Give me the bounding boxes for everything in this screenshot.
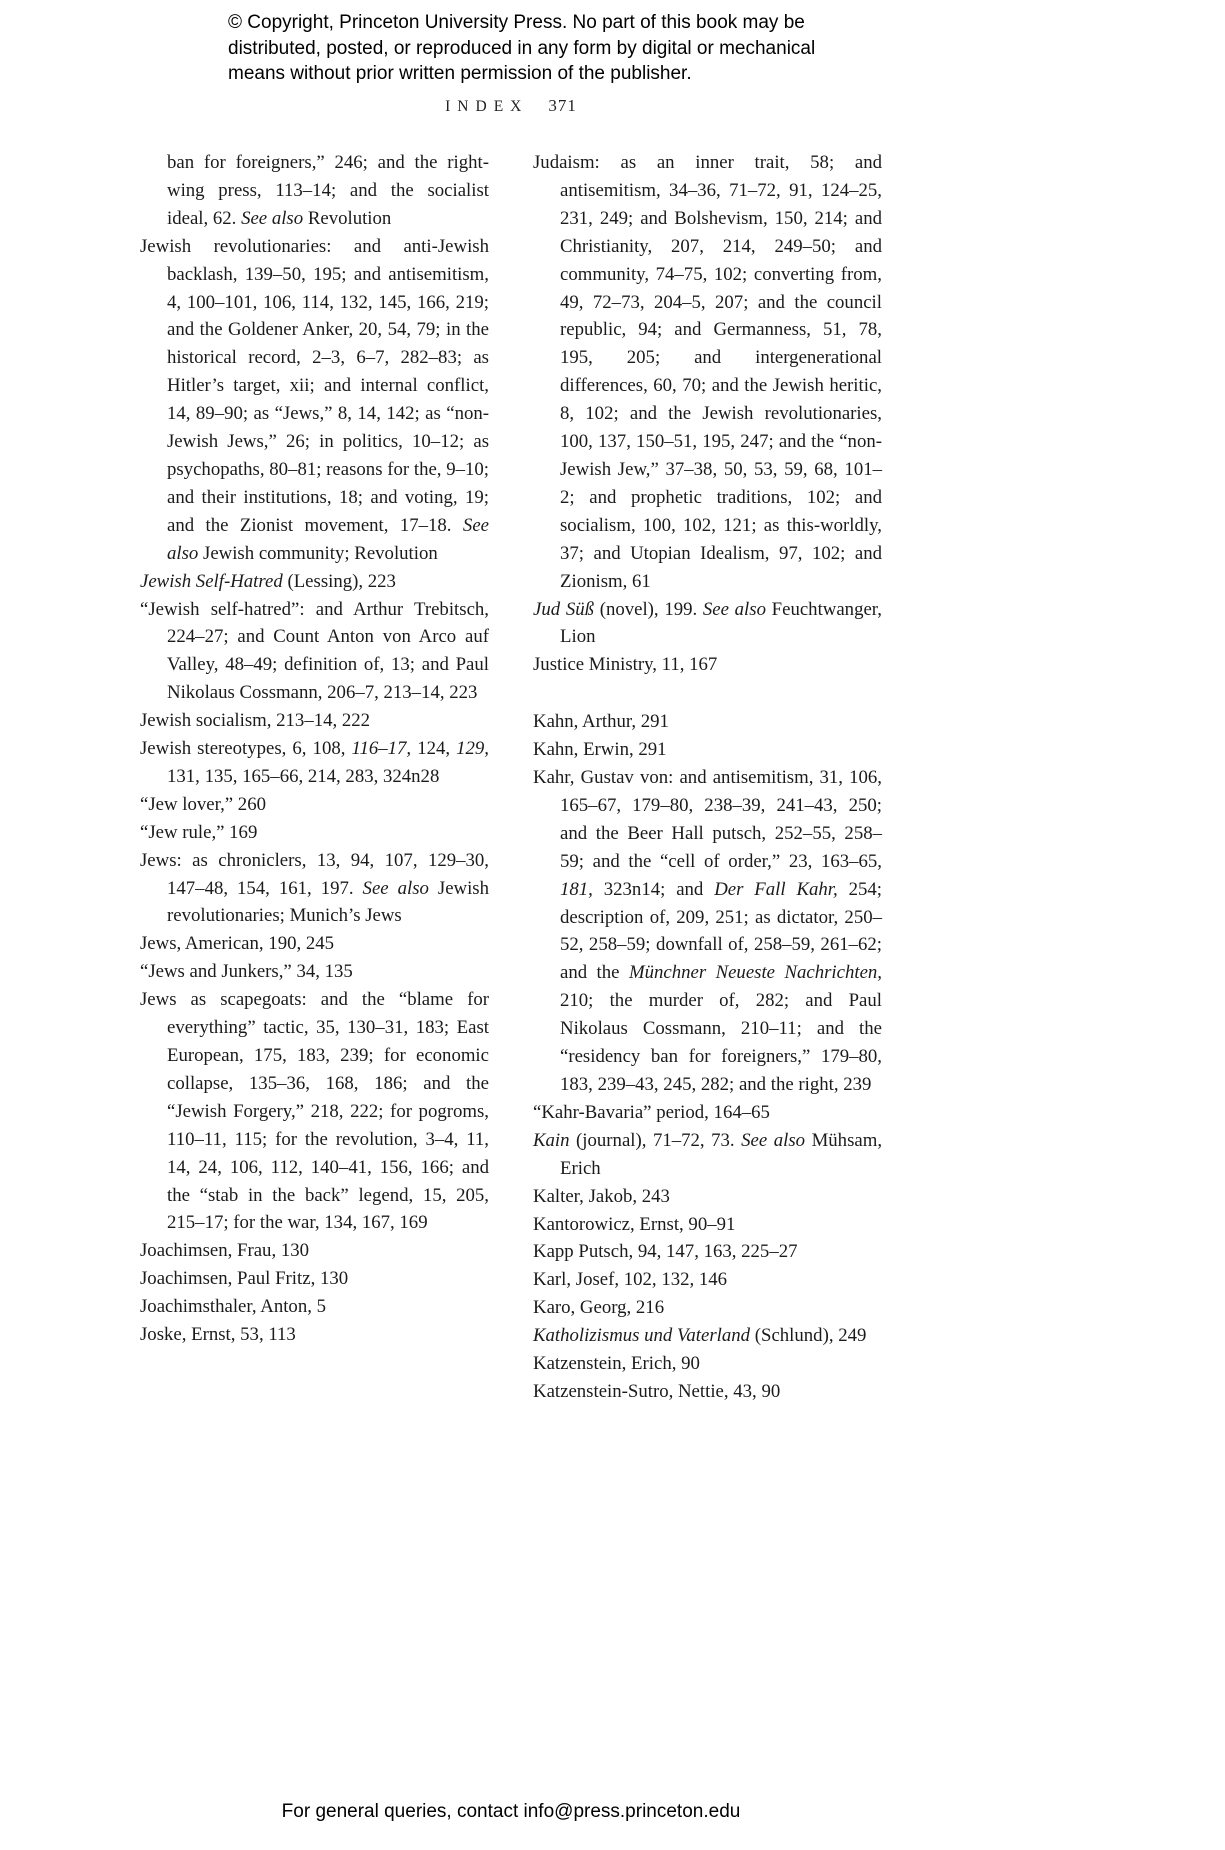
index-entry: Kahr, Gustav von: and antisemitism, 31, 106, 165–67, 179–80, 238–39, 241–43, 250; and the Beer Hall putsch, 252–55, 258–59; and the “cell of order,” 23, 163–65, 181, 323n14; and Der Fall Kahr, 254; description of, 209, 251; as dictator, 250–52, 258–59; downfall of, 258–59, 261–62; and the Münchner Neueste Nachrichten, 210; the murder of, 282; and Paul Nikolaus Cossmann, 210–11; and the “residency ban for foreigners,” 179–80, 183, 239–43, 245, 282; and the right, 239	[533, 767, 882, 1095]
index-entry: Joske, Ernst, 53, 113	[140, 1324, 296, 1346]
index-entry: Joachimsthaler, Anton, 5	[140, 1296, 326, 1318]
index-entry: Kantorowicz, Ernst, 90–91	[533, 1213, 736, 1235]
index-entry: Jews, American, 190, 245	[140, 933, 335, 955]
index-entry: “Jew lover,” 260	[140, 793, 266, 815]
index-entry: Karo, Georg, 216	[533, 1297, 665, 1319]
index-entry: Judaism: as an inner trait, 58; and antisemitism, 34–36, 71–72, 91, 124–25, 231, 249; and Bolshevism, 150, 214; and Christianity, 207, 214, 249–50; and community, 74–75, 102; converting from, 49, 72–73, 204–5, 207; and the council republic, 94; and Germanness, 51, 78, 195, 205; and intergenerational differences, 60, 70; and the Jewish heritic, 8, 102; and the Jewish revolutionaries, 100, 137, 150–51, 195, 247; and the “non-Jewish Jew,” 37–38, 50, 53, 59, 68, 101–2; and prophetic traditions, 102; and socialism, 100, 102, 121; as this-worldly, 37; and Utopian Idealism, 97, 102; and Zionism, 61	[533, 152, 882, 592]
index-entry: “Jews and Junkers,” 34, 135	[140, 961, 353, 983]
index-entry: Jewish stereotypes, 6, 108, 116–17, 124, 129, 131, 135, 165–66, 214, 283, 324n28	[140, 738, 489, 787]
page-number: 371	[548, 96, 577, 115]
index-entry: Katholizismus und Vaterland (Schlund), 249	[533, 1325, 867, 1347]
index-entry: ban for foreigners,” 246; and the right-wing press, 113–14; and the socialist ideal, 62. See also Revolution	[167, 152, 489, 229]
index-entry: Jews: as chroniclers, 13, 94, 107, 129–30, 147–48, 154, 161, 197. See also Jewish revolutionaries; Munich’s Jews	[140, 849, 490, 927]
index-entry: Joachimsen, Paul Fritz, 130	[140, 1268, 349, 1290]
index-entry: Jewish revolutionaries: and anti-Jewish backlash, 139–50, 195; and antisemitism, 4, 100–101, 106, 114, 132, 145, 166, 219; and the Goldener Anker, 20, 54, 79; in the historical record, 2–3, 6–7, 282–83; as Hitler’s target, xii; and internal conflict, 14, 89–90; as “Jews,” 8, 14, 142; as “non-Jewish Jews,” 26; in politics, 10–12; as psychopaths, 80–81; reasons for the, 9–10; and their institutions, 18; and voting, 19; and the Zionist movement, 17–18. See also Jewish community; Revolution	[140, 235, 489, 564]
column-right	[533, 149, 882, 1406]
index-entry: Kahn, Erwin, 291	[533, 739, 667, 761]
index-entry: Karl, Josef, 102, 132, 146	[533, 1269, 728, 1291]
index-columns	[140, 149, 882, 1406]
index-entry: “Kahr-Bavaria” period, 164–65	[533, 1101, 770, 1123]
index-entry: Kain (journal), 71–72, 73. See also Mühsam, Erich	[533, 1129, 883, 1179]
running-head	[140, 96, 882, 116]
index-entry: Jewish socialism, 213–14, 222	[140, 710, 371, 732]
index-entry: Katzenstein, Erich, 90	[533, 1353, 700, 1375]
index-entry: Jud Süß (novel), 199. See also Feuchtwanger, Lion	[533, 598, 882, 648]
index-entry: Jews as scapegoats: and the “blame for everything” tactic, 35, 130–31, 183; East European, 175, 183, 239; for economic collapse, 135–36, 168, 186; and the “Jewish Forgery,” 218, 222; for pogroms, 110–11, 115; for the revolution, 3–4, 11, 14, 24, 106, 112, 140–41, 156, 166; and the “stab in the back” legend, 15, 205, 215–17; for the war, 134, 167, 169	[140, 989, 489, 1234]
index-entry: Justice Ministry, 11, 167	[533, 654, 718, 676]
index-entry: Jewish Self-Hatred (Lessing), 223	[140, 570, 396, 592]
index-entry: Katzenstein-Sutro, Nettie, 43, 90	[533, 1380, 781, 1402]
column-left	[140, 149, 489, 1406]
index-heading: INDEX	[445, 98, 529, 115]
index-entry: Kahn, Arthur, 291	[533, 711, 669, 733]
footer-query-note: For general queries, contact info@press.princeton.edu	[281, 1801, 741, 1822]
index-entry: Joachimsen, Frau, 130	[140, 1240, 310, 1262]
index-entry: Kalter, Jakob, 243	[533, 1185, 670, 1207]
index-entry: “Jewish self-hatred”: and Arthur Trebitsch, 224–27; and Count Anton von Arco auf Valley, 48–49; definition of, 13; and Paul Nikolaus Cossmann, 206–7, 213–14, 223	[140, 598, 489, 704]
index-entry: “Jew rule,” 169	[140, 821, 258, 843]
index-entry: Kapp Putsch, 94, 147, 163, 225–27	[533, 1241, 798, 1263]
copyright-notice: © Copyright, Princeton University Press. No part of this book may be distributed, posted, or reproduced in any form by digital or mechanical means without prior written permission of the publisher.	[228, 12, 816, 84]
